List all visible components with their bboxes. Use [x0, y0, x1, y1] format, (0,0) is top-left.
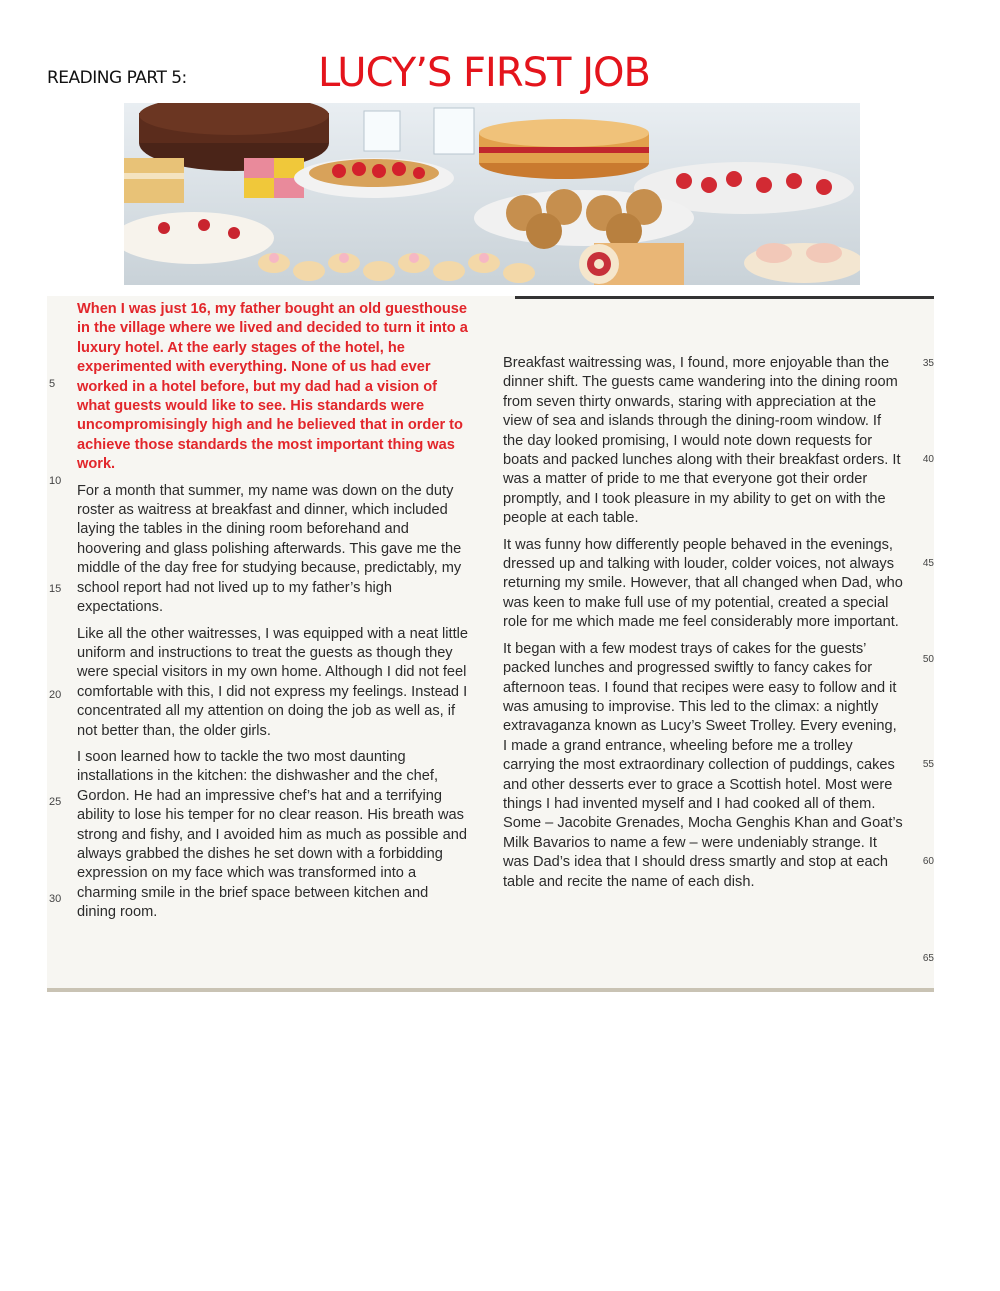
article-paragraph: Breakfast waitressing was, I found, more enjoyable than the dinner shift. The guests came wandering into the dining room from seven thirty onwards, staring with appreciation at the view of sea and islands through the dining-room window. If the day looked promising, I would note down requests for boats and packed lunches along with their breakfast orders. It was a matter of pride to me that everyone got their order promptly, and I took pleasure in my ability to get on with the people at each table. — [503, 355, 901, 527]
line-number: 40 — [922, 454, 934, 465]
article-paragraph: It was funny how differently people behaved in the evenings, dressed up and talking with louder, colder voices, not always returning my smile. However, that all changed when Dad, who was keen to make full use of my potential, created a special role for me which made me feel considerably more important. — [503, 536, 903, 631]
article-top-rule — [515, 296, 934, 299]
line-number: 10 — [49, 475, 62, 487]
article-paragraph: For a month that summer, my name was down on the duty roster as waitress at breakfast and dinner, which included laying the tables in the dining room beforehand and hoovering and glass polishing afterwards. This gave me the middle of the day free for studying because, predictably, my school report had not lived up to my father’s high expectations. — [77, 482, 462, 616]
article-left-column — [77, 300, 469, 930]
line-number: 50 — [922, 654, 934, 665]
article-intro: When I was just 16, my father bought an old guesthouse in the village where we lived and decided to turn it into a luxury hotel. At the early stages of the hotel, he experimented with everything. None of us had ever worked in a hotel before, but my dad had a vision of what guests would like to see. His standards were uncompromisingly high and he believed that in order to achieve those standards the most important thing was work. — [77, 301, 468, 473]
line-number: 5 — [49, 378, 56, 390]
line-number: 15 — [49, 583, 62, 595]
line-number: 25 — [49, 796, 62, 808]
line-number: 20 — [49, 689, 62, 701]
line-number: 65 — [922, 953, 934, 964]
article-right-column — [503, 354, 903, 899]
line-number: 35 — [922, 358, 934, 369]
cakes-banner-image — [124, 103, 860, 285]
article-paragraph: It began with a few modest trays of cakes for the guests’ packed lunches and progressed swiftly to fancy cakes for afternoon teas. I found that recipes were easy to follow and it was amusing to improvise. This led to the climax: a nightly extravaganza known as Lucy’s Sweet Trolley. Every evening, I made a grand entrance, wheeling before me a trolley carrying the most extraordinary collection of puddings, cakes and other desserts ever to grace a Scottish hotel. Most were things I had invented myself and I had cooked all of them. Some – Jacobite Grenades, Mocha Genghis Khan and Goat’s Milk Bavarios to name a few – were undeniably strange. It was Dad’s idea that I should dress smartly and stop at each table and recite the name of each dish. — [503, 640, 903, 890]
page-title: LUCY’S FIRST JOB — [318, 50, 650, 96]
line-number: 55 — [922, 759, 934, 770]
line-number: 60 — [922, 856, 934, 867]
article-paragraph: Like all the other waitresses, I was equipped with a neat little uniform and instructions to treat the guests as though they were special visitors in my own home. Although I did not feel comfortable with this, I did not express my feelings. Instead I concentrated all my attention on doing the job as well as, if not better than, the older girls. — [77, 625, 469, 739]
article-scan — [47, 296, 934, 992]
article-paragraph: I soon learned how to tackle the two most daunting installations in the kitchen: the dishwasher and the chef, Gordon. He had an impressive chef’s hat and a terrifying ability to lose his temper for no clear reason. His breath was strong and fishy, and I avoided him as much as possible and always grabbed the dishes he set down with a forbidding expression on my face which was transformed into a charming smile in the brief space between kitchen and dining room. — [77, 748, 467, 921]
cakes-illustration — [124, 103, 860, 285]
scan-edge — [47, 988, 934, 992]
reading-part-label: READING PART 5: — [47, 68, 187, 88]
line-number: 30 — [49, 893, 62, 905]
line-number: 45 — [922, 558, 934, 569]
